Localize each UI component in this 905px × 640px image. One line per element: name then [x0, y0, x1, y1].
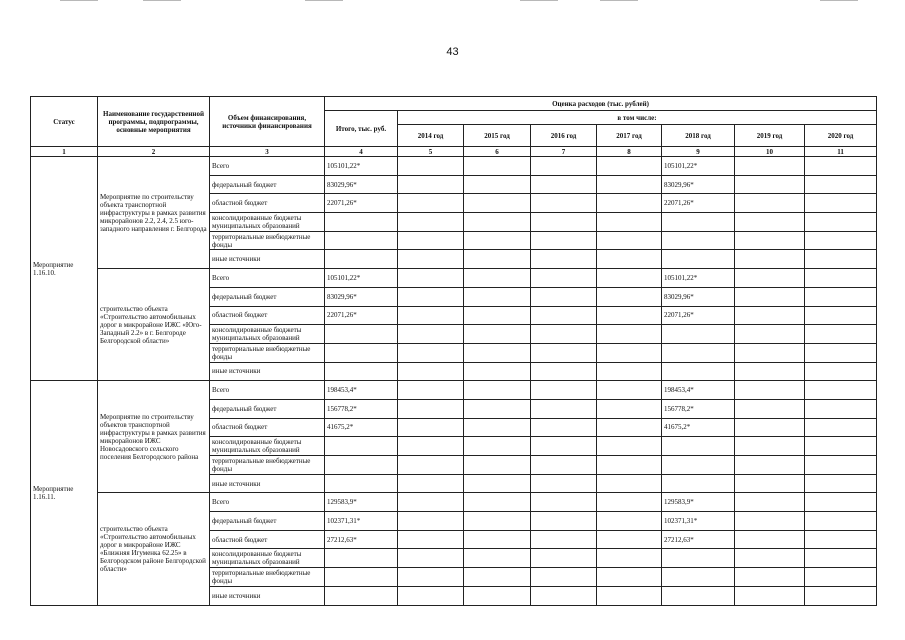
year-cell: [735, 157, 805, 176]
year-cell: [464, 306, 531, 325]
year-cell-2018: 83029,96*: [662, 175, 735, 194]
year-cell: [464, 325, 531, 344]
year-cell: [398, 474, 464, 493]
year-cell: [735, 381, 805, 400]
source-cell: консолидированные бюджеты муниципальных образований: [210, 437, 325, 456]
year-cell: [805, 586, 877, 605]
year-cell: [597, 343, 662, 362]
year-cell-2018: [662, 568, 735, 587]
year-cell: [464, 568, 531, 587]
year-cell: [531, 250, 597, 269]
source-cell: Всего: [210, 157, 325, 176]
year-cell: [735, 213, 805, 232]
year-cell: [398, 568, 464, 587]
source-cell: федеральный бюджет: [210, 175, 325, 194]
year-cell: [735, 586, 805, 605]
header-status: Статус: [31, 97, 98, 147]
header-total: Итого, тыс. руб.: [325, 111, 398, 147]
scan-artifact: [60, 0, 98, 1]
year-cell: [464, 343, 531, 362]
column-number: 3: [210, 147, 325, 157]
year-cell: [735, 194, 805, 213]
year-cell-2018: 129583,9*: [662, 493, 735, 512]
year-cell: [531, 399, 597, 418]
year-cell: [398, 418, 464, 437]
total-cell: 105101,22*: [325, 157, 398, 176]
column-number: 6: [464, 147, 531, 157]
header-year: 2015 год: [464, 125, 531, 147]
year-cell: [531, 287, 597, 306]
year-cell: [398, 231, 464, 250]
year-cell: [597, 175, 662, 194]
total-cell: 156778,2*: [325, 399, 398, 418]
year-cell: [531, 381, 597, 400]
column-number: 2: [98, 147, 210, 157]
year-cell: [735, 474, 805, 493]
year-cell-2018: [662, 549, 735, 568]
scan-artifact: [305, 0, 343, 1]
total-cell: [325, 586, 398, 605]
year-cell: [597, 250, 662, 269]
year-cell: [805, 175, 877, 194]
total-cell: [325, 568, 398, 587]
total-cell: [325, 213, 398, 232]
column-number: 7: [531, 147, 597, 157]
source-cell: консолидированные бюджеты муниципальных образований: [210, 325, 325, 344]
year-cell: [597, 213, 662, 232]
table-row: [31, 157, 877, 176]
column-number: 10: [735, 147, 805, 157]
year-cell: [735, 343, 805, 362]
header-year: 2017 год: [597, 125, 662, 147]
year-cell: [805, 362, 877, 381]
year-cell: [805, 437, 877, 456]
year-cell-2018: [662, 343, 735, 362]
status-cell: Мероприятие 1.16.11.: [31, 381, 98, 605]
year-cell: [805, 306, 877, 325]
year-cell: [531, 194, 597, 213]
year-cell: [531, 343, 597, 362]
year-cell: [398, 456, 464, 475]
year-cell: [398, 269, 464, 288]
source-cell: федеральный бюджет: [210, 287, 325, 306]
total-cell: [325, 362, 398, 381]
column-number: 5: [398, 147, 464, 157]
year-cell: [735, 549, 805, 568]
year-cell: [398, 493, 464, 512]
year-cell: [597, 157, 662, 176]
year-cell: [735, 512, 805, 531]
year-cell: [735, 530, 805, 549]
year-cell: [464, 418, 531, 437]
total-cell: [325, 231, 398, 250]
year-cell: [597, 530, 662, 549]
year-cell: [805, 381, 877, 400]
year-cell: [398, 250, 464, 269]
year-cell: [805, 250, 877, 269]
year-cell: [398, 287, 464, 306]
year-cell: [398, 157, 464, 176]
year-cell: [805, 231, 877, 250]
year-cell: [531, 418, 597, 437]
source-cell: федеральный бюджет: [210, 399, 325, 418]
year-cell: [735, 568, 805, 587]
year-cell: [398, 381, 464, 400]
year-cell: [531, 586, 597, 605]
year-cell: [735, 493, 805, 512]
year-cell: [597, 549, 662, 568]
year-cell-2018: [662, 456, 735, 475]
total-cell: [325, 549, 398, 568]
year-cell-2018: 83029,96*: [662, 287, 735, 306]
header-program-name: Наименование государственной программы, подпрограммы, основные мероприятия: [98, 97, 210, 147]
total-cell: [325, 437, 398, 456]
source-cell: территориальные внебюджетные фонды: [210, 231, 325, 250]
year-cell: [531, 157, 597, 176]
year-cell: [531, 269, 597, 288]
header-year: 2019 год: [735, 125, 805, 147]
total-cell: 83029,96*: [325, 287, 398, 306]
year-cell: [597, 437, 662, 456]
year-cell: [531, 306, 597, 325]
year-cell-2018: [662, 231, 735, 250]
year-cell: [735, 175, 805, 194]
year-cell: [398, 175, 464, 194]
year-cell: [398, 306, 464, 325]
status-cell: Мероприятие 1.16.10.: [31, 157, 98, 381]
year-cell: [464, 175, 531, 194]
year-cell: [805, 157, 877, 176]
year-cell-2018: [662, 325, 735, 344]
page-number: 43: [446, 46, 459, 58]
year-cell-2018: 27212,63*: [662, 530, 735, 549]
budget-table: [30, 96, 877, 606]
source-cell: федеральный бюджет: [210, 512, 325, 531]
source-cell: территориальные внебюджетные фонды: [210, 568, 325, 587]
year-cell: [398, 530, 464, 549]
total-cell: [325, 325, 398, 344]
source-cell: областной бюджет: [210, 418, 325, 437]
header-year: 2016 год: [531, 125, 597, 147]
year-cell: [464, 231, 531, 250]
source-cell: иные источники: [210, 250, 325, 269]
total-cell: 41675,2*: [325, 418, 398, 437]
column-number: 9: [662, 147, 735, 157]
year-cell: [531, 437, 597, 456]
total-cell: [325, 343, 398, 362]
total-cell: 83029,96*: [325, 175, 398, 194]
year-cell-2018: [662, 474, 735, 493]
year-cell: [464, 362, 531, 381]
year-cell: [805, 194, 877, 213]
program-name-cell: Мероприятие по строительству объекта транспортной инфраструктуры в рамках развития микрорайонов 2.2, 2.4, 2.5 юго-западного направления г. Белгорода: [98, 157, 210, 269]
source-cell: областной бюджет: [210, 194, 325, 213]
year-cell: [398, 213, 464, 232]
year-cell: [735, 418, 805, 437]
year-cell: [531, 175, 597, 194]
year-cell: [735, 231, 805, 250]
source-cell: Всего: [210, 381, 325, 400]
year-cell: [464, 399, 531, 418]
year-cell: [531, 362, 597, 381]
year-cell: [464, 157, 531, 176]
year-cell-2018: [662, 586, 735, 605]
year-cell: [735, 456, 805, 475]
year-cell-2018: 22071,26*: [662, 194, 735, 213]
total-cell: 105101,22*: [325, 269, 398, 288]
year-cell: [464, 194, 531, 213]
year-cell-2018: [662, 362, 735, 381]
source-cell: областной бюджет: [210, 530, 325, 549]
header-financing: Объем финансирования, источники финансирования: [210, 97, 325, 147]
year-cell: [398, 437, 464, 456]
year-cell-2018: 105101,22*: [662, 269, 735, 288]
year-cell: [805, 456, 877, 475]
year-cell: [597, 586, 662, 605]
header-year: 2018 год: [662, 125, 735, 147]
year-cell: [464, 586, 531, 605]
year-cell: [597, 493, 662, 512]
year-cell: [735, 306, 805, 325]
year-cell: [531, 213, 597, 232]
column-number: 4: [325, 147, 398, 157]
source-cell: иные источники: [210, 586, 325, 605]
year-cell: [597, 362, 662, 381]
total-cell: 129583,9*: [325, 493, 398, 512]
year-cell: [464, 381, 531, 400]
header-year: 2014 год: [398, 125, 464, 147]
year-cell: [531, 456, 597, 475]
year-cell: [597, 399, 662, 418]
year-cell: [597, 306, 662, 325]
year-cell: [398, 586, 464, 605]
year-cell-2018: 22071,26*: [662, 306, 735, 325]
year-cell: [464, 287, 531, 306]
year-cell: [531, 568, 597, 587]
year-cell-2018: [662, 250, 735, 269]
column-number-row: [31, 147, 877, 157]
source-cell: иные источники: [210, 362, 325, 381]
year-cell: [464, 493, 531, 512]
source-cell: иные источники: [210, 474, 325, 493]
year-cell: [805, 287, 877, 306]
table-body: [31, 157, 877, 606]
source-cell: Всего: [210, 493, 325, 512]
year-cell: [805, 418, 877, 437]
year-cell: [398, 399, 464, 418]
year-cell: [805, 325, 877, 344]
year-cell: [735, 325, 805, 344]
year-cell: [735, 437, 805, 456]
year-cell: [398, 325, 464, 344]
year-cell: [398, 549, 464, 568]
header-cost-estimate: Оценка расходов (тыс. рублей): [325, 97, 877, 111]
source-cell: Всего: [210, 269, 325, 288]
year-cell: [597, 231, 662, 250]
year-cell: [531, 530, 597, 549]
total-cell: 102371,31*: [325, 512, 398, 531]
table-row: [31, 269, 877, 288]
scan-artifact: [600, 0, 638, 1]
year-cell: [464, 549, 531, 568]
source-cell: территориальные внебюджетные фонды: [210, 456, 325, 475]
year-cell: [531, 512, 597, 531]
year-cell-2018: 41675,2*: [662, 418, 735, 437]
year-cell: [464, 456, 531, 475]
year-cell: [805, 493, 877, 512]
year-cell: [735, 269, 805, 288]
year-cell: [735, 399, 805, 418]
year-cell: [805, 549, 877, 568]
column-number: 8: [597, 147, 662, 157]
total-cell: [325, 474, 398, 493]
column-number: 11: [805, 147, 877, 157]
year-cell: [735, 250, 805, 269]
year-cell: [464, 213, 531, 232]
table-row: [31, 381, 877, 400]
source-cell: консолидированные бюджеты муниципальных образований: [210, 549, 325, 568]
year-cell: [398, 512, 464, 531]
year-cell-2018: 156778,2*: [662, 399, 735, 418]
year-cell: [597, 194, 662, 213]
year-cell: [805, 512, 877, 531]
table-row: [31, 493, 877, 512]
program-name-cell: строительство объекта «Строительство автомобильных дорог в микрорайоне ИЖС «Ближняя Игуменка 62.25» в Белгородском районе Белгородской области»: [98, 493, 210, 605]
year-cell: [398, 362, 464, 381]
year-cell: [597, 512, 662, 531]
scan-artifact: [820, 0, 858, 1]
year-cell: [805, 530, 877, 549]
year-cell-2018: [662, 213, 735, 232]
year-cell: [805, 474, 877, 493]
year-cell: [531, 231, 597, 250]
year-cell: [597, 325, 662, 344]
program-name-cell: Мероприятие по строительству объектов транспортной инфраструктуры в рамках развития микрорайонов ИЖС Новосадовского сельского поселения Белгородского района: [98, 381, 210, 493]
year-cell: [398, 194, 464, 213]
scan-artifact: [143, 0, 181, 1]
scan-artifact: [520, 0, 558, 1]
year-cell: [805, 343, 877, 362]
year-cell: [464, 512, 531, 531]
column-number: 1: [31, 147, 98, 157]
year-cell: [464, 250, 531, 269]
program-name-cell: строительство объекта «Строительство автомобильных дорог в микрорайоне ИЖС «Юго-Западный 2.2» в г. Белгороде Белгородской области»: [98, 269, 210, 381]
year-cell: [531, 549, 597, 568]
source-cell: консолидированные бюджеты муниципальных образований: [210, 213, 325, 232]
year-cell: [597, 418, 662, 437]
total-cell: [325, 250, 398, 269]
year-cell: [531, 493, 597, 512]
header-including: в том числе:: [398, 111, 877, 125]
year-cell-2018: [662, 437, 735, 456]
total-cell: 198453,4*: [325, 381, 398, 400]
year-cell-2018: 105101,22*: [662, 157, 735, 176]
total-cell: 27212,63*: [325, 530, 398, 549]
header-year: 2020 год: [805, 125, 877, 147]
year-cell-2018: 198453,4*: [662, 381, 735, 400]
year-cell: [597, 381, 662, 400]
year-cell: [464, 530, 531, 549]
year-cell: [398, 343, 464, 362]
year-cell: [735, 362, 805, 381]
year-cell-2018: 102371,31*: [662, 512, 735, 531]
source-cell: областной бюджет: [210, 306, 325, 325]
total-cell: 22071,26*: [325, 306, 398, 325]
source-cell: территориальные внебюджетные фонды: [210, 343, 325, 362]
year-cell: [597, 287, 662, 306]
year-cell: [464, 474, 531, 493]
total-cell: [325, 456, 398, 475]
year-cell: [597, 568, 662, 587]
year-cell: [531, 325, 597, 344]
year-cell: [531, 474, 597, 493]
year-cell: [735, 287, 805, 306]
year-cell: [805, 269, 877, 288]
year-cell: [805, 213, 877, 232]
total-cell: 22071,26*: [325, 194, 398, 213]
year-cell: [597, 269, 662, 288]
year-cell: [597, 474, 662, 493]
year-cell: [597, 456, 662, 475]
year-cell: [805, 568, 877, 587]
year-cell: [805, 399, 877, 418]
year-cell: [464, 269, 531, 288]
year-cell: [464, 437, 531, 456]
